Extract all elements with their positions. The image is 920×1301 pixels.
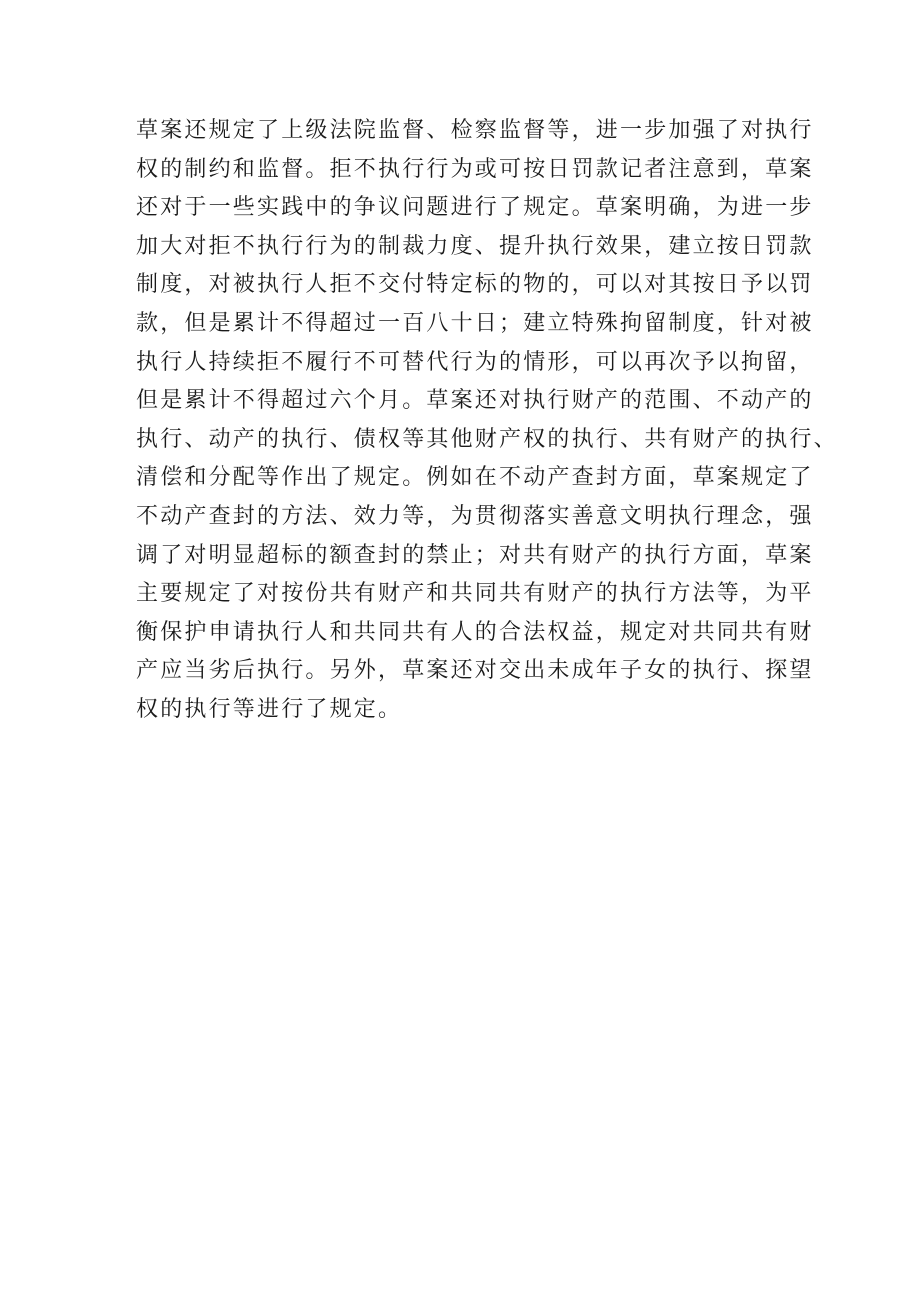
paragraph-line: 产应当劣后执行。另外，草案还对交出未成年子女的执行、探望: [136, 658, 814, 684]
paragraph-line: 权的执行等进行了规定。: [136, 696, 403, 722]
paragraph-line: 款，但是累计不得超过一百八十日；建立特殊拘留制度，针对被: [136, 310, 814, 336]
paragraph-line: 不动产查封的方法、效力等，为贯彻落实善意文明执行理念，强: [136, 503, 814, 529]
paragraph-line: 还对于一些实践中的争议问题进行了规定。草案明确，为进一步: [136, 195, 814, 221]
paragraph-line: 加大对拒不执行行为的制裁力度、提升执行效果，建立按日罚款: [136, 233, 814, 259]
body-paragraph: [136, 112, 838, 730]
paragraph-line: 制度，对被执行人拒不交付特定标的物的，可以对其按日予以罚: [136, 272, 814, 298]
paragraph-line: 衡保护申请执行人和共同共有人的合法权益，规定对共同共有财: [136, 619, 814, 645]
paragraph-line: 执行、动产的执行、债权等其他财产权的执行、共有财产的执行、: [136, 426, 838, 452]
paragraph-line: 草案还规定了上级法院监督、检察监督等，进一步加强了对执行: [136, 118, 814, 143]
paragraph-line: 权的制约和监督。拒不执行行为或可按日罚款记者注意到，草案: [136, 156, 814, 182]
paragraph-line: 清偿和分配等作出了规定。例如在不动产查封方面，草案规定了: [136, 465, 814, 491]
paragraph-line: 调了对明显超标的额查封的禁止；对共有财产的执行方面，草案: [136, 542, 814, 568]
paragraph-line: 执行人持续拒不履行不可替代行为的情形，可以再次予以拘留，: [136, 349, 814, 375]
paragraph-line: 但是累计不得超过六个月。草案还对执行财产的范围、不动产的: [136, 388, 814, 414]
paragraph-line: 主要规定了对按份共有财产和共同共有财产的执行方法等，为平: [136, 581, 814, 607]
